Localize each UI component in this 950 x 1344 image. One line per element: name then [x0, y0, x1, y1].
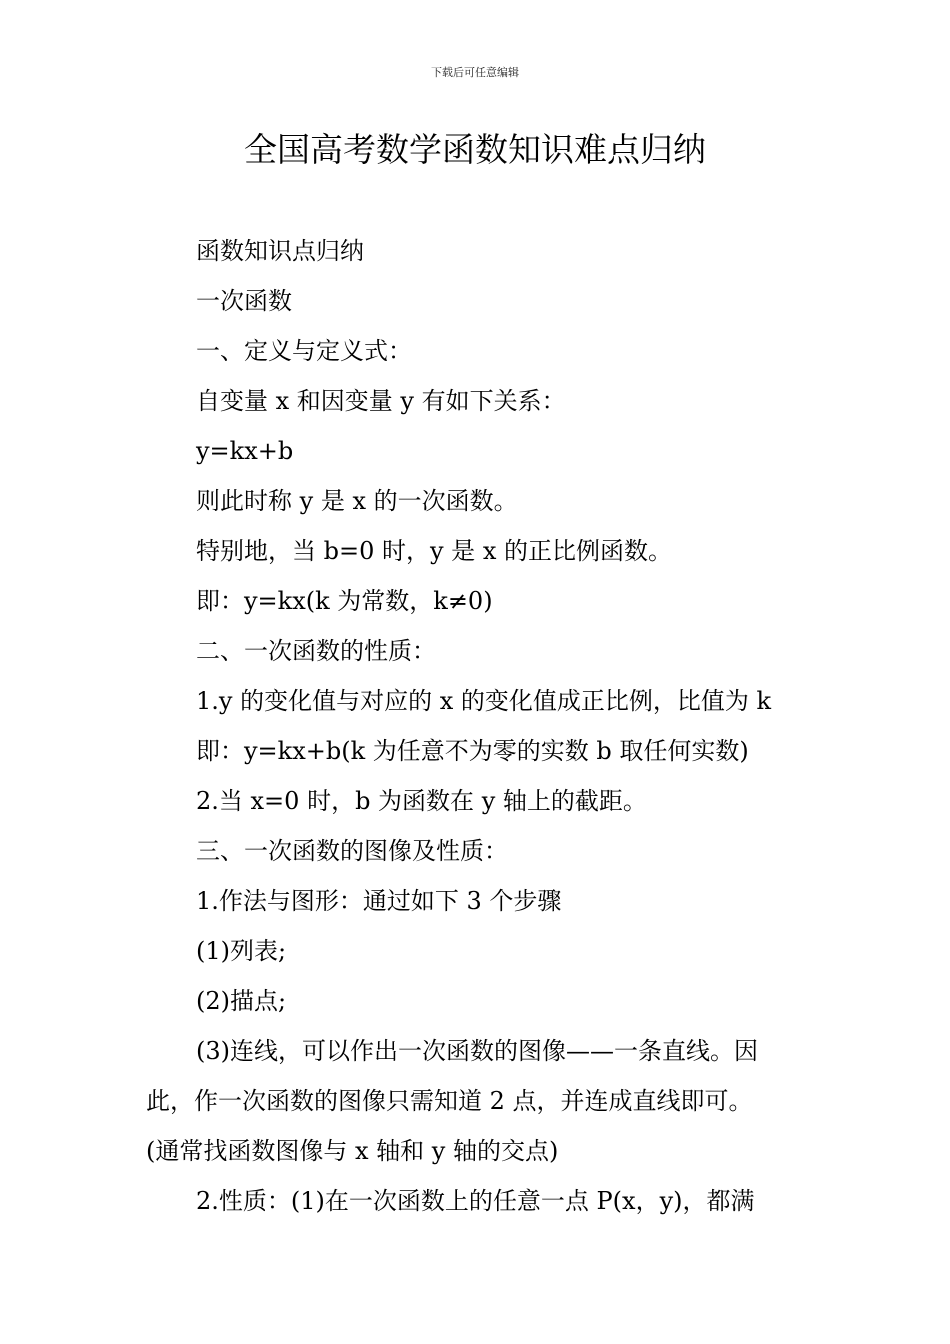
paragraph-line: (3)连线，可以作出一次函数的图像——一条直线。因 — [196, 1037, 758, 1065]
header-note: 下载后可任意编辑 — [431, 66, 519, 79]
paragraph-line: (通常找函数图像与 x 轴和 y 轴的交点) — [146, 1137, 559, 1165]
formula-line: y=kx+b — [196, 437, 294, 465]
paragraph-line: (2)描点; — [196, 987, 287, 1015]
paragraph-line: 函数知识点归纳 — [196, 237, 364, 265]
paragraph-line: 即：y=kx(k 为常数，k≠0) — [196, 587, 493, 615]
paragraph-line: 特别地，当 b=0 时，y 是 x 的正比例函数。 — [196, 537, 672, 565]
paragraph-line: 2.性质：(1)在一次函数上的任意一点 P(x，y)，都满 — [196, 1187, 755, 1215]
document-title: 全国高考数学函数知识难点归纳 — [244, 130, 706, 169]
paragraph-line: 一、定义与定义式： — [196, 337, 412, 365]
paragraph-line: 2.当 x=0 时，b 为函数在 y 轴上的截距。 — [196, 787, 647, 815]
paragraph-line: 二、一次函数的性质： — [196, 637, 436, 665]
paragraph-line: 自变量 x 和因变量 y 有如下关系： — [196, 387, 566, 415]
document-body — [146, 226, 810, 1226]
paragraph-line: (1)列表; — [196, 937, 287, 965]
paragraph-line: 1.作法与图形：通过如下 3 个步骤 — [196, 887, 562, 915]
paragraph-line: 1.y 的变化值与对应的 x 的变化值成正比例，比值为 k — [196, 687, 772, 715]
paragraph-line: 则此时称 y 是 x 的一次函数。 — [196, 487, 518, 515]
paragraph-line: 即：y=kx+b(k 为任意不为零的实数 b 取任何实数) — [196, 737, 749, 765]
paragraph-line: 三、一次函数的图像及性质： — [196, 837, 508, 865]
paragraph-line: 此，作一次函数的图像只需知道 2 点，并连成直线即可。 — [146, 1087, 753, 1115]
paragraph-line: 一次函数 — [196, 287, 292, 315]
